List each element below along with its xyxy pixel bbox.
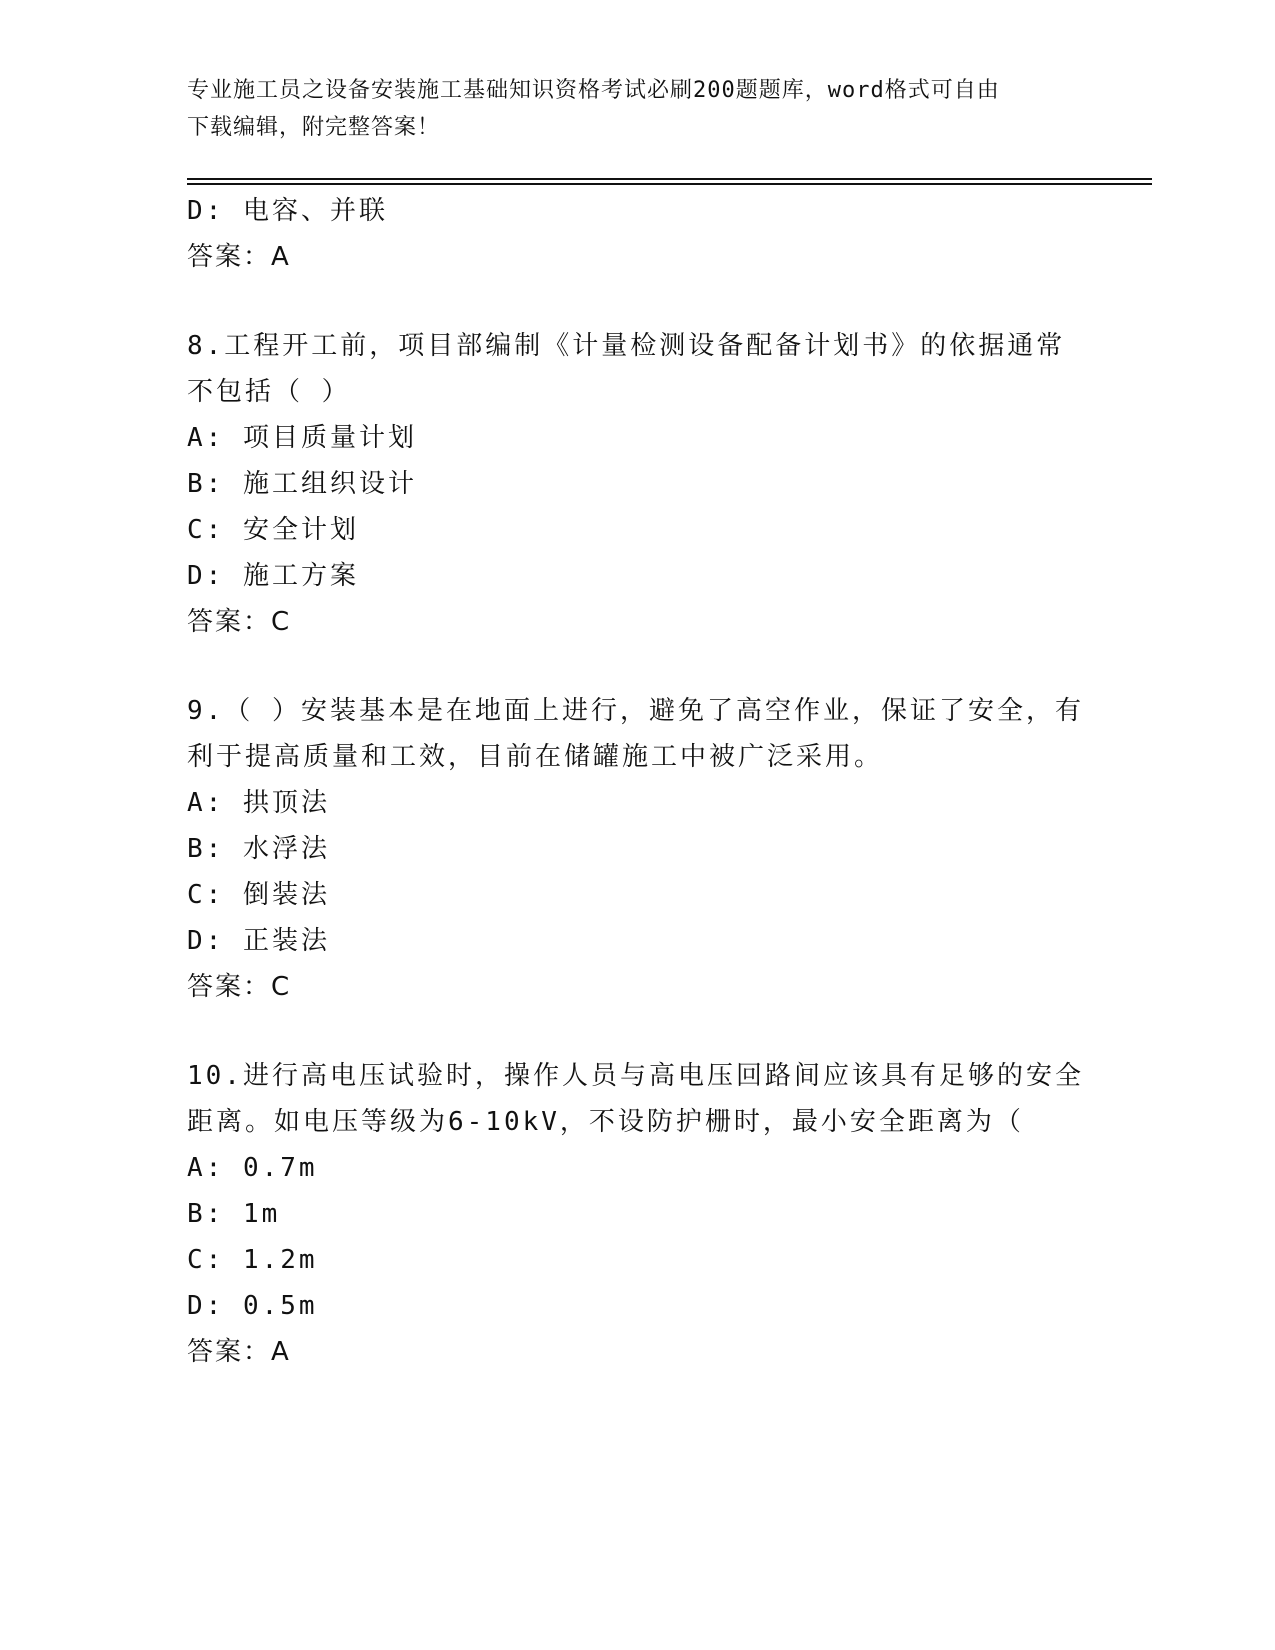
answer-line: 答案：C: [187, 607, 292, 637]
option-a: A: 0.7m: [187, 1153, 318, 1183]
header-divider-bottom: [187, 183, 1152, 185]
option-d: D: 施工方案: [187, 561, 359, 591]
answer-line: 答案：A: [187, 242, 291, 272]
option-d: D: 正装法: [187, 926, 330, 956]
option-b: B: 1m: [187, 1199, 281, 1229]
header-line-2: 下载编辑，附完整答案！: [187, 115, 441, 140]
question-content: [187, 188, 1087, 1375]
question-spacer: [187, 280, 1087, 323]
answer-line: 答案：A: [187, 1337, 291, 1367]
document-header: [187, 72, 1067, 146]
option-a: A: 项目质量计划: [187, 423, 417, 453]
header-divider-top: [187, 178, 1152, 180]
question-8: [187, 323, 1087, 645]
question-spacer: [187, 645, 1087, 688]
answer-line: 答案：C: [187, 972, 292, 1002]
question-stem-line-1: 8.工程开工前，项目部编制《计量检测设备配备计划书》的依据通常: [187, 331, 1066, 361]
previous-question-tail: [187, 188, 1087, 280]
question-10: [187, 1053, 1087, 1375]
question-stem-line-1: 9.（ ）安装基本是在地面上进行，避免了高空作业，保证了安全，有: [187, 696, 1084, 726]
option-a: A: 拱顶法: [187, 788, 330, 818]
header-line-1: 专业施工员之设备安装施工基础知识资格考试必刷200题题库，word格式可自由: [187, 78, 1000, 103]
option-d: D: 0.5m: [187, 1291, 318, 1321]
option-c: C: 1.2m: [187, 1245, 318, 1275]
question-stem-line-2: 利于提高质量和工效，目前在储罐施工中被广泛采用。: [187, 742, 884, 772]
option-b: B: 施工组织设计: [187, 469, 417, 499]
question-stem-line-2: 不包括（ ）: [187, 377, 351, 407]
option-b: B: 水浮法: [187, 834, 330, 864]
question-stem-line-1: 10.进行高电压试验时，操作人员与高电压回路间应该具有足够的安全: [187, 1061, 1084, 1091]
question-9: [187, 688, 1087, 1010]
option-c: C: 倒装法: [187, 880, 330, 910]
question-spacer: [187, 1010, 1087, 1053]
question-stem-line-2: 距离。如电压等级为6-10kV，不设防护栅时，最小安全距离为（: [187, 1107, 1024, 1137]
option-c: C: 安全计划: [187, 515, 359, 545]
option-d: D: 电容、并联: [187, 196, 388, 226]
